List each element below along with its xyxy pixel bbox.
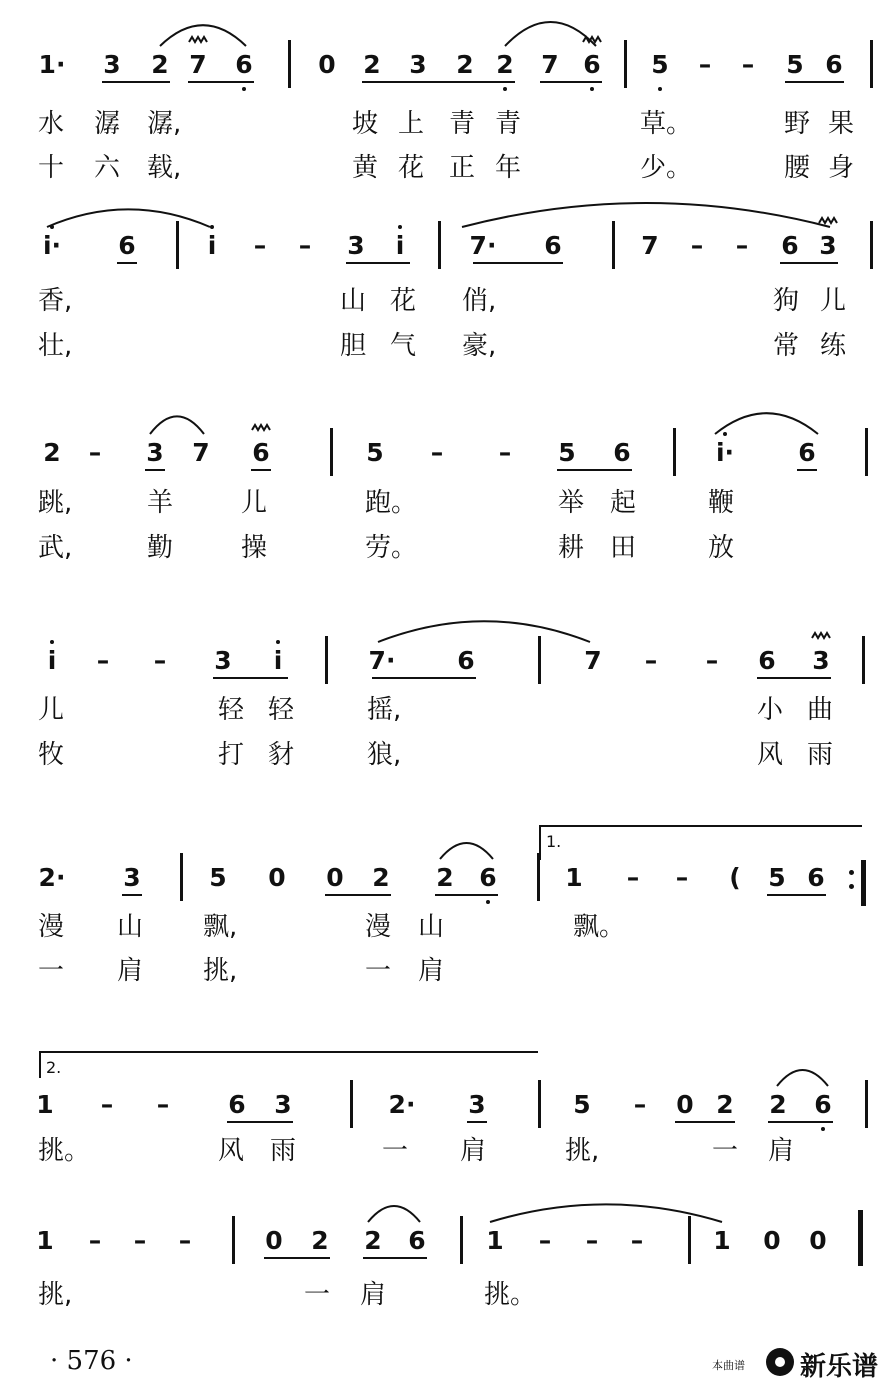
page-number: · 576 · — [50, 1346, 133, 1376]
lyric-syllable: 豪, — [462, 331, 497, 361]
note: 7 — [541, 50, 559, 79]
slur-mark — [150, 416, 204, 434]
note: – — [538, 1226, 552, 1255]
note: 2· — [38, 863, 66, 892]
note: i — [207, 231, 217, 260]
lyric-syllable: 起 — [610, 488, 637, 518]
note: 6 — [781, 231, 799, 260]
lyric-syllable: 气 — [390, 331, 417, 361]
mordent-mark — [812, 633, 830, 638]
note: 3 — [146, 438, 164, 467]
note: 3 — [274, 1090, 292, 1119]
note: 0 — [763, 1226, 781, 1255]
note: 3 — [812, 646, 830, 675]
slur-mark — [505, 22, 596, 46]
note: – — [156, 1090, 170, 1119]
note: 6 — [408, 1226, 426, 1255]
note: i — [273, 646, 283, 675]
lyric-syllable: 年 — [495, 153, 522, 183]
note: 6 — [252, 438, 270, 467]
note: 7· — [469, 231, 497, 260]
slur-mark — [368, 1206, 420, 1222]
note: 2· — [388, 1090, 416, 1119]
lyric-syllable: 肩 — [418, 956, 445, 986]
note: 6 — [825, 50, 843, 79]
lyric-syllable: 豺 — [268, 740, 295, 770]
note: 0 — [809, 1226, 827, 1255]
note: ( — [729, 863, 741, 892]
note: i — [47, 646, 57, 675]
lyric-syllable: 狼, — [367, 740, 402, 770]
lyric-syllable: 少。 — [640, 153, 693, 183]
slur-mark — [378, 621, 590, 642]
note: – — [178, 1226, 192, 1255]
note: – — [585, 1226, 599, 1255]
note: – — [644, 646, 658, 675]
note: 6 — [814, 1090, 832, 1119]
lyric-syllable: 十 — [38, 153, 65, 183]
lyric-syllable: 飘。 — [573, 912, 626, 942]
lyric-syllable: 野 — [784, 109, 811, 139]
note: – — [735, 231, 749, 260]
watermark-prefix: 本曲谱 — [712, 1359, 745, 1372]
note: 2 — [716, 1090, 734, 1119]
note: – — [430, 438, 444, 467]
lyric-syllable: 勤 — [147, 533, 174, 563]
lyric-syllable: 漫 — [38, 912, 65, 942]
lyric-syllable: 飘, — [203, 912, 238, 942]
note: 3 — [819, 231, 837, 260]
lyric-syllable: 一 — [365, 956, 392, 986]
note: – — [100, 1090, 114, 1119]
lyric-syllable: 挑。 — [484, 1280, 537, 1310]
lyric-syllable: 曲 — [807, 695, 834, 725]
lyric-syllable: 狗 — [773, 286, 800, 316]
note: – — [741, 50, 755, 79]
note: 5 — [786, 50, 804, 79]
lyric-syllable: 一 — [382, 1136, 409, 1166]
lyric-syllable: 肩 — [117, 956, 144, 986]
note: 0 — [318, 50, 336, 79]
lyric-syllable: 鞭 — [708, 488, 735, 518]
lyric-syllable: 六 — [94, 153, 121, 183]
lyric-syllable: 儿 — [38, 695, 65, 725]
lyric-syllable: 香, — [38, 286, 73, 316]
lyric-syllable: 田 — [610, 533, 637, 563]
lyric-syllable: 打 — [218, 740, 245, 770]
note: 5 — [209, 863, 227, 892]
lyric-syllable: 儿 — [241, 488, 268, 518]
note: – — [253, 231, 267, 260]
lyric-syllable: 腰 — [784, 153, 811, 183]
note: 2 — [372, 863, 390, 892]
mordent-mark — [819, 218, 837, 223]
note: – — [96, 646, 110, 675]
lyric-syllable: 花 — [390, 286, 417, 316]
lyric-syllable: 挑, — [203, 956, 238, 986]
note: 6 — [544, 231, 562, 260]
note: 1 — [36, 1226, 54, 1255]
lyric-syllable: 水 — [38, 109, 65, 139]
lyric-syllable: 牧 — [38, 740, 65, 770]
lyric-syllable: 胆 — [340, 331, 367, 361]
lyric-syllable: 青 — [495, 109, 522, 139]
note: 3 — [347, 231, 365, 260]
note: 6 — [798, 438, 816, 467]
slur-mark — [777, 1070, 828, 1086]
lyric-syllable: 山 — [418, 912, 445, 942]
note: – — [88, 1226, 102, 1255]
lyric-syllable: 肩 — [460, 1136, 487, 1166]
note: 7 — [189, 50, 207, 79]
note: 1 — [565, 863, 583, 892]
note: – — [133, 1226, 147, 1255]
note: 0 — [268, 863, 286, 892]
note: 7 — [192, 438, 210, 467]
note: 6 — [228, 1090, 246, 1119]
note: – — [626, 863, 640, 892]
note: – — [705, 646, 719, 675]
lyric-syllable: 一 — [304, 1280, 331, 1310]
lyric-syllable: 俏, — [462, 286, 497, 316]
note: 2 — [456, 50, 474, 79]
lyric-syllable: 果 — [828, 109, 855, 139]
note: 6 — [118, 231, 136, 260]
volta-label-first: 1. — [546, 832, 562, 851]
lyric-syllable: 儿 — [820, 286, 847, 316]
volta-label-second: 2. — [46, 1058, 62, 1077]
note: 6 — [235, 50, 253, 79]
slur-mark — [462, 203, 830, 227]
note: 3 — [123, 863, 141, 892]
note: 7 — [584, 646, 602, 675]
lyric-syllable: 载, — [147, 153, 182, 183]
note: 6 — [479, 863, 497, 892]
lyric-syllable: 山 — [340, 286, 367, 316]
lyric-syllable: 轻 — [218, 695, 245, 725]
lyric-syllable: 身 — [828, 153, 855, 183]
note: 3 — [103, 50, 121, 79]
note: 0 — [676, 1090, 694, 1119]
note: 1 — [486, 1226, 504, 1255]
lyric-syllable: 挑, — [38, 1280, 73, 1310]
note: 0 — [265, 1226, 283, 1255]
note: 2 — [769, 1090, 787, 1119]
lyric-syllable: 劳。 — [365, 533, 418, 563]
lyric-syllable: 青 — [449, 109, 476, 139]
lyric-syllable: 操 — [241, 533, 268, 563]
lyric-syllable: 雨 — [270, 1136, 297, 1166]
lyric-syllable: 羊 — [147, 488, 174, 518]
lyric-syllable: 小 — [757, 695, 784, 725]
note: – — [633, 1090, 647, 1119]
lyric-syllable: 一 — [712, 1136, 739, 1166]
lyric-syllable: 常 — [773, 331, 800, 361]
slur-mark — [160, 25, 246, 46]
lyric-syllable: 轻 — [268, 695, 295, 725]
note: 3 — [409, 50, 427, 79]
lyric-syllable: 风 — [218, 1136, 245, 1166]
note: – — [630, 1226, 644, 1255]
lyric-syllable: 挑, — [565, 1136, 600, 1166]
note: – — [698, 50, 712, 79]
lyric-syllable: 武, — [38, 533, 73, 563]
volta-bracket-first — [540, 826, 862, 860]
lyric-syllable: 潺, — [147, 109, 182, 139]
lyric-syllable: 黄 — [352, 153, 379, 183]
lyric-syllable: 一 — [38, 956, 65, 986]
lyric-syllable: 肩 — [768, 1136, 795, 1166]
lyric-syllable: 漫 — [365, 912, 392, 942]
note: 7 — [641, 231, 659, 260]
lyric-syllable: 摇, — [367, 695, 402, 725]
note: 2 — [43, 438, 61, 467]
note: 2 — [496, 50, 514, 79]
note: 3 — [468, 1090, 486, 1119]
note: i· — [715, 438, 735, 467]
mordent-mark — [252, 425, 270, 430]
note: 7· — [368, 646, 396, 675]
lyric-syllable: 跳, — [38, 488, 73, 518]
note: 6 — [807, 863, 825, 892]
lyric-syllable: 跑。 — [365, 488, 418, 518]
lyric-syllable: 潺 — [94, 109, 121, 139]
note: – — [88, 438, 102, 467]
note: 6 — [758, 646, 776, 675]
lyric-syllable: 上 — [398, 109, 425, 139]
note: 2 — [436, 863, 454, 892]
lyric-syllable: 雨 — [807, 740, 834, 770]
note: – — [298, 231, 312, 260]
note: i — [395, 231, 405, 260]
note: 2 — [364, 1226, 382, 1255]
disc-icon — [766, 1348, 794, 1376]
note: – — [153, 646, 167, 675]
note: 1· — [38, 50, 66, 79]
note: 5 — [573, 1090, 591, 1119]
note: 5 — [768, 863, 786, 892]
note: – — [675, 863, 689, 892]
lyric-syllable: 草。 — [640, 109, 693, 139]
slur-mark — [715, 413, 818, 434]
note: 0 — [326, 863, 344, 892]
note: 6 — [457, 646, 475, 675]
note: 1 — [36, 1090, 54, 1119]
slur-mark — [490, 1204, 722, 1222]
note: 6 — [613, 438, 631, 467]
note: 5 — [558, 438, 576, 467]
slur-mark — [47, 209, 210, 227]
lyric-syllable: 风 — [757, 740, 784, 770]
note: 3 — [214, 646, 232, 675]
lyric-syllable: 花 — [398, 153, 425, 183]
lyric-syllable: 挑。 — [38, 1136, 91, 1166]
note: – — [498, 438, 512, 467]
mordent-mark — [189, 37, 207, 42]
slur-mark — [440, 843, 493, 859]
volta-bracket-second — [40, 1052, 538, 1078]
note: 1 — [713, 1226, 731, 1255]
lyric-syllable: 放 — [708, 533, 735, 563]
note: 2 — [311, 1226, 329, 1255]
lyric-syllable: 练 — [820, 331, 847, 361]
lyric-syllable: 壮, — [38, 331, 73, 361]
note: 5 — [651, 50, 669, 79]
note: i· — [42, 231, 62, 260]
note: 5 — [366, 438, 384, 467]
note: 2 — [363, 50, 381, 79]
lyric-syllable: 坡 — [352, 109, 379, 139]
lyric-syllable: 耕 — [558, 533, 585, 563]
watermark-name: 新乐谱 — [800, 1352, 879, 1382]
note: 2 — [151, 50, 169, 79]
note: 6 — [583, 50, 601, 79]
lyric-syllable: 肩 — [360, 1280, 387, 1310]
lyric-syllable: 山 — [117, 912, 144, 942]
lyric-syllable: 正 — [449, 153, 476, 183]
lyric-syllable: 举 — [558, 488, 585, 518]
note: – — [690, 231, 704, 260]
